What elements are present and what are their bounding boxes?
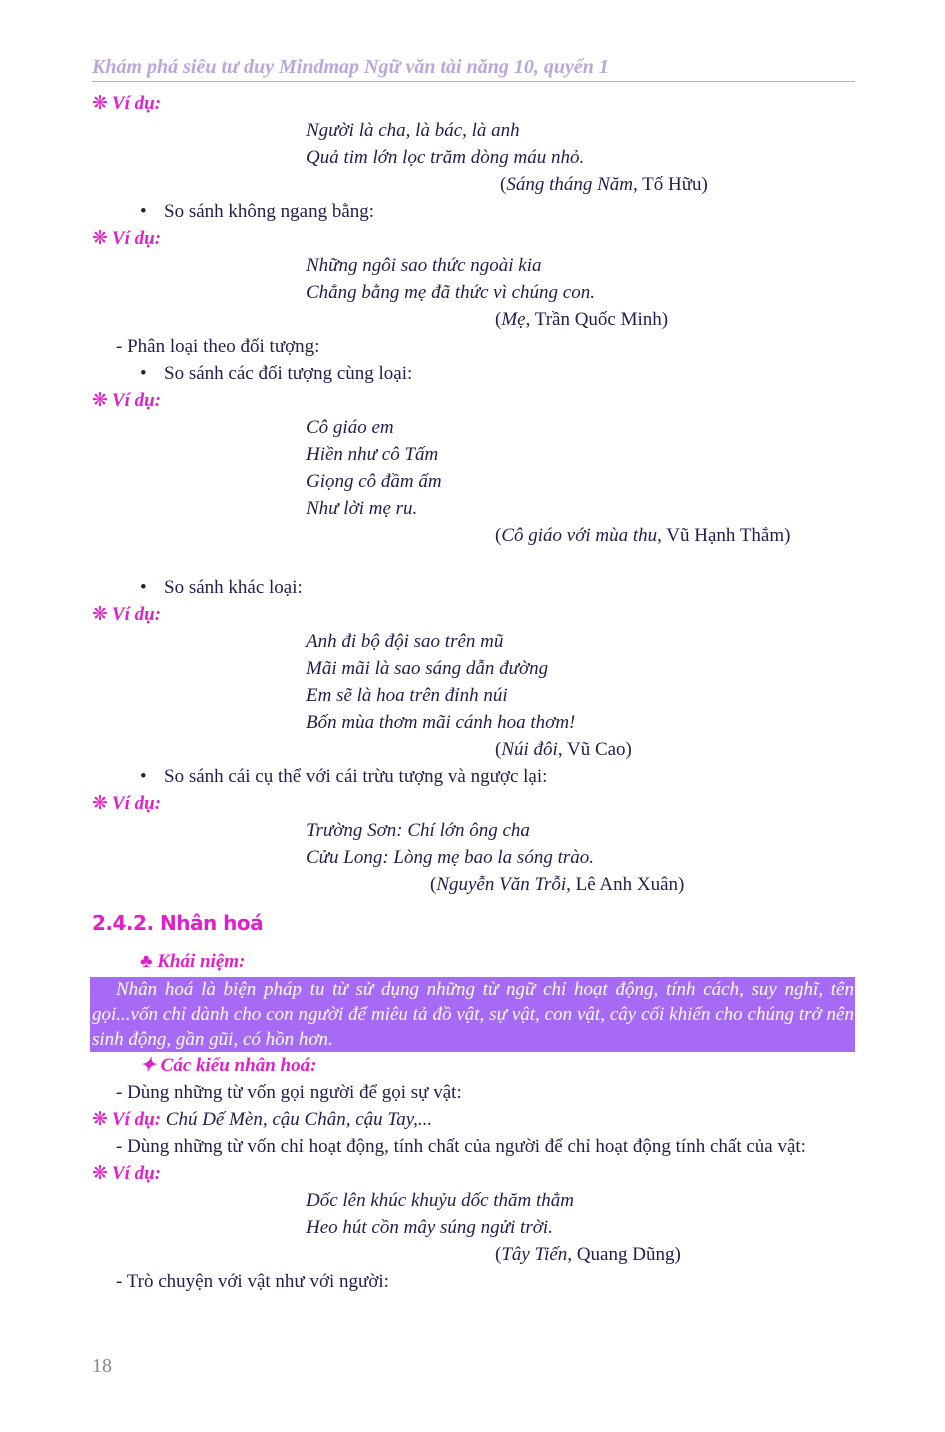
dash-item: - Dùng những từ vốn chỉ hoạt động, tính chất của người để chỉ hoạt động tính chất của vật: xyxy=(116,1136,806,1157)
poem-line: Cửu Long: Lòng mẹ bao la sóng trào. xyxy=(306,847,594,868)
flower-icon: ❋ xyxy=(92,390,108,411)
poem-source: (Sáng tháng Năm, Tố Hữu) xyxy=(500,174,708,195)
concept-text: Nhân hoá là biện pháp tu từ sử dụng những từ ngữ chỉ hoạt động, tính cách, suy nghĩ, tên gọi...vốn chỉ dành cho con người để miêu tả đồ vật, sự vật, con vật, cây cối khiến cho chúng trở nên sinh động, gần gũi, có hồn hơn. xyxy=(92,979,854,1050)
poem-line: Mãi mãi là sao sáng dẫn đường xyxy=(306,658,549,679)
header-rule xyxy=(92,81,855,82)
poem-line: Cô giáo em xyxy=(306,417,394,438)
bullet-item: • So sánh cái cụ thể với cái trừu tượng và ngược lại: xyxy=(140,766,548,787)
inline-example: Chú Dế Mèn, cậu Chân, cậu Tay,... xyxy=(165,1109,433,1130)
bullet-item: • So sánh khác loại: xyxy=(140,577,303,598)
dash-item: - Phân loại theo đối tượng: xyxy=(116,336,320,357)
poem-line: Hiền như cô Tấm xyxy=(306,444,439,465)
poem-line: Trường Sơn: Chí lớn ông cha xyxy=(306,820,530,841)
example-label: ❋ Ví dụ: Chú Dế Mèn, cậu Chân, cậu Tay,... xyxy=(92,1109,433,1130)
flower-icon: ❋ xyxy=(92,1163,108,1184)
example-label: ❋ Ví dụ: xyxy=(92,228,162,249)
bullet-item: • So sánh các đối tượng cùng loại: xyxy=(140,363,413,384)
flower-icon: ❋ xyxy=(92,93,108,114)
flower-icon: ❋ xyxy=(92,604,108,625)
poem-line: Người là cha, là bác, là anh xyxy=(306,120,520,141)
bullet-item: • So sánh không ngang bằng: xyxy=(140,201,375,222)
poem-line: Giọng cô đầm ấm xyxy=(306,471,442,492)
example-label: ❋ Ví dụ: xyxy=(92,390,162,411)
poem-line: Dốc lên khúc khuỷu dốc thăm thẳm xyxy=(306,1190,575,1211)
example-label: ❋ Ví dụ: xyxy=(92,793,162,814)
poem-line: Em sẽ là hoa trên đỉnh núi xyxy=(306,685,508,706)
poem-line: Những ngôi sao thức ngoài kia xyxy=(306,255,542,276)
concept-label: ♣ Khái niệm: xyxy=(140,951,246,972)
running-header: Khám phá siêu tư duy Mindmap Ngữ văn tài năng 10, quyển 1 xyxy=(92,56,609,78)
poem-line: Bốn mùa thơm mãi cánh hoa thơm! xyxy=(306,712,576,733)
poem-source: (Nguyễn Văn Trỗi, Lê Anh Xuân) xyxy=(430,874,685,895)
poem-line: Quả tim lớn lọc trăm dòng máu nhỏ. xyxy=(306,147,585,168)
poem-line: Anh đi bộ đội sao trên mũ xyxy=(306,631,504,652)
section-heading: 2.4.2. Nhân hoá xyxy=(92,911,264,935)
flower-icon: ❋ xyxy=(92,228,108,249)
dash-item: - Trò chuyện với vật như với người: xyxy=(116,1271,389,1292)
example-label: ❋ Ví dụ: xyxy=(92,93,162,114)
example-label: ❋ Ví dụ: xyxy=(92,604,162,625)
club-icon: ♣ xyxy=(140,951,153,972)
poem-source: (Núi đôi, Vũ Cao) xyxy=(495,739,632,760)
poem-source: (Cô giáo với mùa thu, Vũ Hạnh Thắm) xyxy=(495,525,791,546)
flower-icon: ❋ xyxy=(92,793,108,814)
poem-line: Chẳng bằng mẹ đã thức vì chúng con. xyxy=(306,282,595,303)
sparkle-icon: ✦ xyxy=(140,1055,156,1076)
poem-line: Như lời mẹ ru. xyxy=(306,498,418,519)
poem-source: (Mẹ, Trần Quốc Minh) xyxy=(495,309,669,330)
poem-line: Heo hút cồn mây súng ngửi trời. xyxy=(306,1217,553,1238)
poem-source: (Tây Tiến, Quang Dũng) xyxy=(495,1244,681,1265)
flower-icon: ❋ xyxy=(92,1109,108,1130)
types-label: ✦ Các kiểu nhân hoá: xyxy=(140,1055,317,1076)
dash-item: - Dùng những từ vốn gọi người để gọi sự vật: xyxy=(116,1082,462,1103)
example-label: ❋ Ví dụ: xyxy=(92,1163,162,1184)
page-number: 18 xyxy=(92,1355,112,1377)
